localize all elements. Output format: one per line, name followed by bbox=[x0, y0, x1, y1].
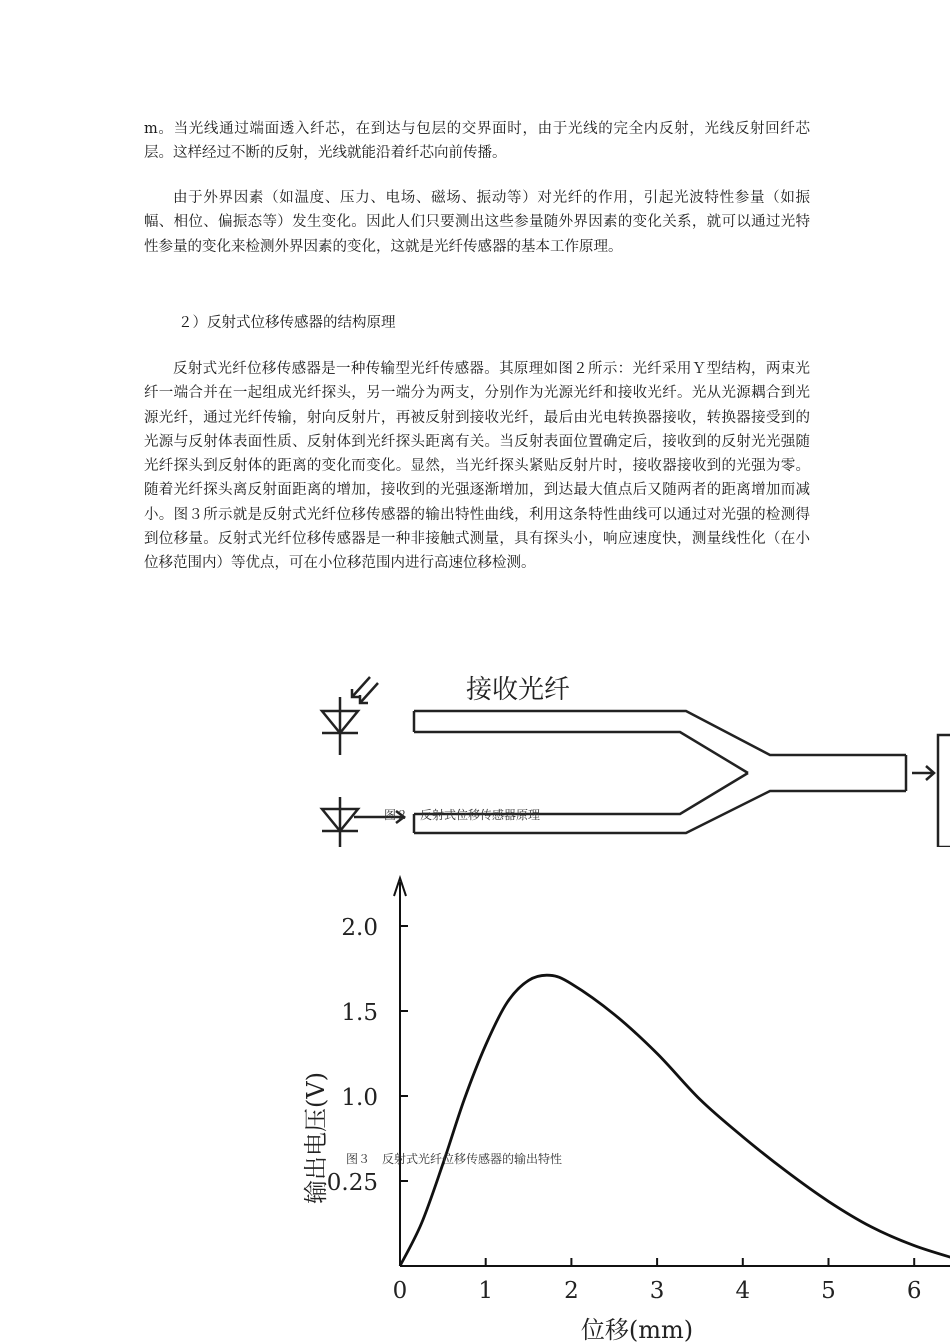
x-tick-label: 0 bbox=[392, 1278, 408, 1304]
reflector-plate bbox=[938, 735, 950, 847]
figure-3-chart bbox=[290, 868, 950, 1344]
section-heading: ２）反射式位移传感器的结构原理 bbox=[178, 315, 396, 331]
y-tick-label: 1.0 bbox=[341, 1085, 378, 1111]
x-tick-label: 1 bbox=[478, 1278, 494, 1304]
x-tick-label: 6 bbox=[906, 1278, 922, 1304]
series-line bbox=[400, 975, 950, 1266]
reflector-arrow bbox=[912, 766, 934, 780]
receiving-fiber-label: 接收光纤 bbox=[466, 675, 571, 705]
photodiode-icon bbox=[322, 677, 378, 755]
y-tick-label: 0.25 bbox=[326, 1170, 378, 1196]
paragraph-3: 反射式光纤位移传感器是一种传输型光纤传感器。其原理如图２所示：光纤采用Ｙ型结构，两束光纤一端合并在一起组成光纤探头，另一端分为两支，分别作为光源光纤和接收光纤。光从光源耦合到光源光纤，通过光纤传输，射向反射片，再被反射到接收光纤，最后由光电转换器接收，转换器接受到的光源与反射体表面性质、反射体到光纤探头距离有关。当反射表面位置确定后，接收到的反射光光强随光纤探头到反射体的距离的变化而变化。显然，当光纤探头紧贴反射片时，接收器接收到的光强为零。随着光纤探头离反射面距离的增加，接收到的光强逐渐增加，到达最大值点后又随两者的距离增加而减小。图３所示就是反射式光纤位移传感器的输出特性曲线，利用这条特性曲线可以通过对光强的检测得到位移量。反射式光纤位移传感器是一种非接触式测量，具有探头小，响应速度快，测量线性化（在小位移范围内）等优点，可在小位移范围内进行高速位移检测。 bbox=[144, 361, 810, 572]
x-tick-label: 2 bbox=[564, 1278, 579, 1304]
y-tick-label: 2.0 bbox=[341, 915, 378, 941]
paragraph-2: 由于外界因素（如温度、压力、电场、磁场、振动等）对光纤的作用，引起光波特性参量（如振幅、相位、偏振态等）发生变化。因此人们只要测出这些参量随外界因素的变化关系，就可以通过光特性参量的变化来检测外界因素的变化，这就是光纤传感器的基本工作原理。 bbox=[144, 190, 810, 255]
x-tick-label: 3 bbox=[649, 1278, 665, 1304]
y-tick-label: 1.5 bbox=[341, 1000, 378, 1026]
x-axis-label: 位移(mm) bbox=[580, 1316, 694, 1344]
chart-axes bbox=[394, 878, 950, 1266]
y-axis-label: 输出电压(V) bbox=[302, 1071, 330, 1205]
paragraph-1: m。当光线通过端面透入纤芯，在到达与包层的交界面时，由于光线的完全内反射，光线反射回纤芯层。这样经过不断的反射，光线就能沿着纤芯向前传播。 bbox=[144, 121, 810, 162]
x-tick-label: 5 bbox=[821, 1278, 836, 1304]
x-tick-label: 4 bbox=[735, 1278, 751, 1304]
figure-2-caption: 图２ 反射式位移传感器原理 bbox=[384, 808, 541, 822]
figure-3-caption: 图３ 反射式光纤位移传感器的输出特性 bbox=[346, 1152, 563, 1166]
